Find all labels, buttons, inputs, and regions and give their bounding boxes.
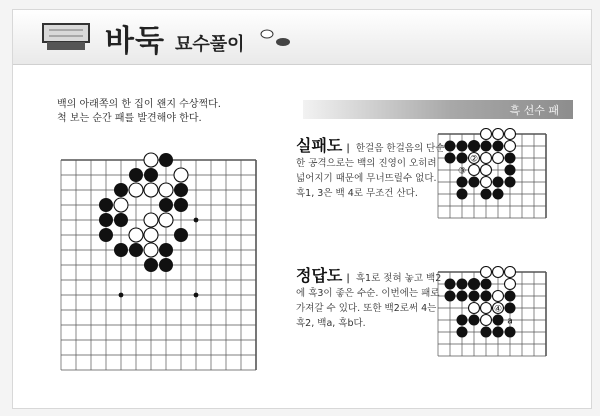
white-stone	[129, 183, 143, 197]
failure-heading: 실패도	[296, 136, 343, 155]
white-stone	[114, 198, 128, 212]
intro-line-1: 백의 아래쪽의 한 집이 왠지 수상쩍다.	[57, 99, 221, 110]
black-stone	[174, 198, 188, 212]
black-stone	[174, 228, 188, 242]
white-stone	[481, 129, 492, 140]
white-stone	[144, 243, 158, 257]
black-stone	[114, 243, 128, 257]
white-stone	[505, 267, 516, 278]
white-stone	[144, 213, 158, 227]
stones-icon	[259, 26, 299, 52]
white-stone	[481, 177, 492, 188]
white-stone	[505, 141, 516, 152]
black-stone	[493, 189, 504, 200]
banner-label: 흑 선수 패	[509, 104, 559, 117]
black-stone	[174, 183, 188, 197]
white-stone	[493, 291, 504, 302]
page-subtitle: 묘수풀이	[175, 34, 245, 55]
move-label: ①	[481, 292, 491, 303]
go-board-icon	[41, 22, 93, 52]
correct-text: 흑1로 젖혀 놓고 백2에 흑3이 좋은 수순. 이번에는 패로 가져갈 수 있다. 또한 백2로써 4는 흑2, 백a, 흑b다.	[296, 273, 442, 329]
black-stone	[129, 243, 143, 257]
white-stone	[481, 303, 492, 314]
move-label: ②	[469, 154, 479, 165]
black-stone	[469, 141, 480, 152]
white-stone	[493, 153, 504, 164]
black-stone	[505, 291, 516, 302]
black-stone	[469, 177, 480, 188]
white-stone	[144, 228, 158, 242]
black-stone	[445, 279, 456, 290]
move-label: ④	[505, 166, 515, 177]
black-stone	[505, 327, 516, 338]
black-stone	[445, 141, 456, 152]
black-stone	[457, 141, 468, 152]
white-stone	[481, 153, 492, 164]
black-stone	[493, 315, 504, 326]
correct-go-board	[432, 266, 560, 364]
white-stone	[493, 267, 504, 278]
failure-go-board	[432, 128, 560, 226]
white-stone	[469, 303, 480, 314]
black-stone	[445, 291, 456, 302]
black-stone	[144, 258, 158, 272]
header	[13, 10, 591, 65]
black-stone	[469, 279, 480, 290]
white-stone	[159, 213, 173, 227]
black-stone	[159, 243, 173, 257]
white-stone	[144, 153, 158, 167]
black-stone	[493, 327, 504, 338]
black-stone	[493, 141, 504, 152]
move-label: a	[507, 316, 513, 327]
black-stone	[481, 279, 492, 290]
black-stone	[129, 168, 143, 182]
page-title: 바둑	[105, 24, 165, 59]
black-stone	[469, 315, 480, 326]
star-point	[119, 293, 124, 298]
black-stone	[159, 198, 173, 212]
black-stone	[159, 153, 173, 167]
black-stone	[457, 327, 468, 338]
black-stone	[114, 213, 128, 227]
black-stone	[481, 327, 492, 338]
black-stone	[99, 198, 113, 212]
main-go-board	[55, 150, 270, 375]
white-stone	[505, 279, 516, 290]
white-stone	[129, 228, 143, 242]
move-label: ③	[457, 166, 467, 177]
white-stone	[481, 267, 492, 278]
black-stone	[445, 153, 456, 164]
white-stone	[493, 129, 504, 140]
black-stone	[99, 228, 113, 242]
black-stone	[457, 177, 468, 188]
black-stone	[457, 315, 468, 326]
white-stone	[481, 315, 492, 326]
star-point	[194, 293, 199, 298]
move-label: b	[507, 304, 513, 315]
intro-line-2: 척 보는 순간 패를 발견해야 한다.	[57, 113, 202, 124]
black-stone	[481, 141, 492, 152]
black-stone	[457, 189, 468, 200]
black-stone	[159, 258, 173, 272]
intro-text	[57, 98, 297, 126]
move-label: ④	[493, 304, 503, 315]
white-stone	[174, 168, 188, 182]
star-point	[194, 218, 199, 223]
white-stone	[505, 129, 516, 140]
black-stone	[505, 177, 516, 188]
black-stone	[457, 279, 468, 290]
black-stone	[505, 153, 516, 164]
black-stone	[99, 213, 113, 227]
white-stone	[159, 183, 173, 197]
white-stone	[144, 183, 158, 197]
correct-section: 정답도 | 흑1로 젖혀 놓고 백2에 흑3이 좋은 수순. 이번에는 패로 가져갈 수 있다. 또한 백2로써 4는 흑2, 백a, 흑b다.	[296, 266, 442, 329]
failure-section: 실패도 | 한걸음 한걸음의 단순한 공격으로는 백의 진영이 오히려 넓어지기 때문에 무너뜨릴수 없다. 흑1, 3은 백 4로 무조건 산다.	[296, 136, 445, 199]
move-label: ①	[457, 154, 467, 165]
white-stone	[481, 165, 492, 176]
black-stone	[481, 189, 492, 200]
move-label: ②	[457, 292, 467, 303]
move-label: ③	[469, 292, 479, 303]
failure-text: 한걸음 한걸음의 단순한 공격으로는 백의 진영이 오히려 넓어지기 때문에 무너뜨릴수 없다. 흑1, 3은 백 4로 무조건 산다.	[296, 143, 445, 199]
white-stone	[469, 165, 480, 176]
black-stone	[493, 177, 504, 188]
correct-heading: 정답도	[296, 266, 343, 285]
black-stone	[144, 168, 158, 182]
black-stone	[114, 183, 128, 197]
banner	[303, 100, 573, 119]
